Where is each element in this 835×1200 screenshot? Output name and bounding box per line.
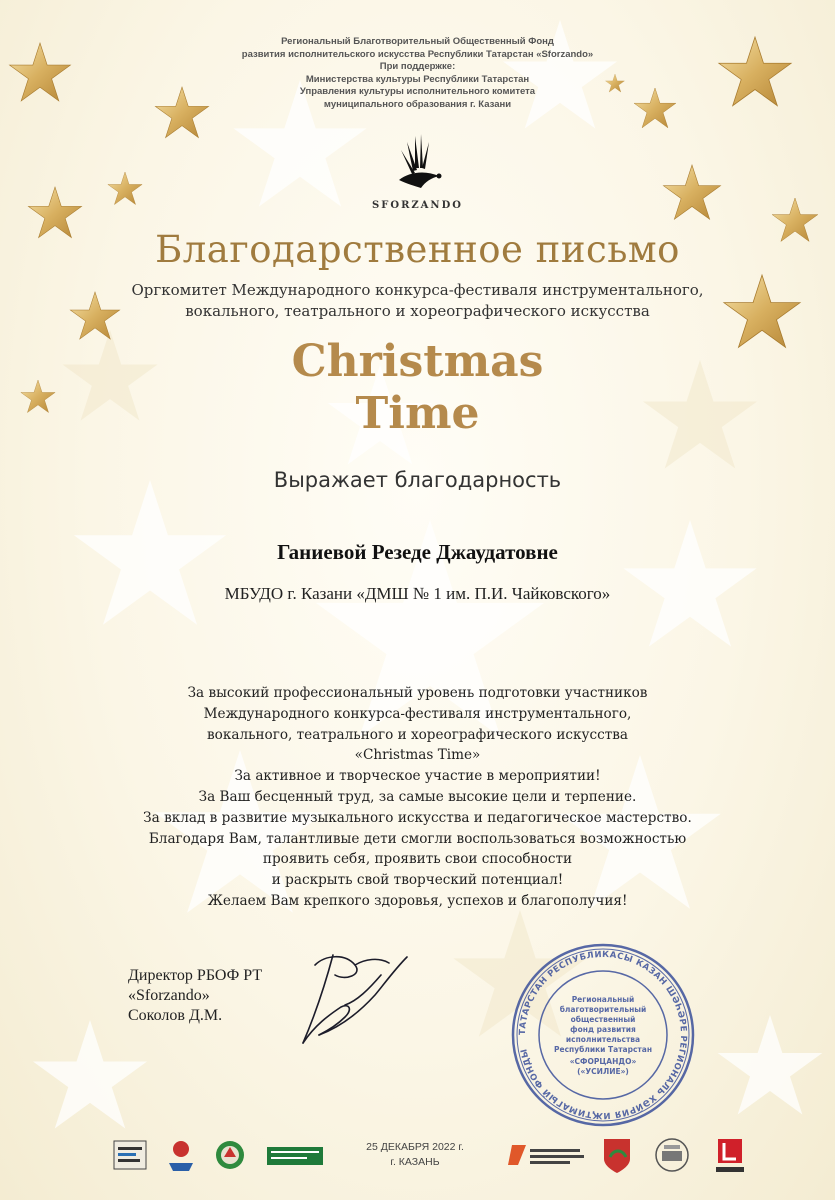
recipient-name: Ганиевой Резеде Джаудатовне xyxy=(277,540,558,564)
header-line: Министерства культуры Республики Татарстан xyxy=(305,73,530,85)
event-name-line2: Time xyxy=(355,388,480,439)
body-line: и раскрыть свой творческий потенциал! xyxy=(271,872,564,889)
header-line: развития исполнительского искусства Республики Татарстан «Sforzando» xyxy=(241,48,594,60)
presidential-grants-logo-icon xyxy=(508,1135,588,1175)
stamp-line: Республики Татарстан xyxy=(553,1045,653,1054)
logo-text: SFORZANDO xyxy=(372,200,463,211)
subtitle-line: Оргкомитет Международного конкурса-фестиваля инструментального, xyxy=(131,281,704,299)
signatory-block xyxy=(128,966,262,1026)
rpgk-logo-icon xyxy=(165,1135,197,1175)
event-name xyxy=(0,336,835,440)
sforzando-bird-logo-icon xyxy=(385,128,449,200)
header-line: При поддержке: xyxy=(379,61,456,72)
stamp-line: («УСИЛИЕ») xyxy=(577,1067,629,1076)
page-title: Благодарственное письмо xyxy=(155,228,680,271)
header-line: Региональный Благотворительный Общественный Фонд xyxy=(281,36,554,47)
event-name-line1: Christmas xyxy=(291,336,544,387)
body-line: Международного конкурса-фестиваля инструментального, xyxy=(203,705,632,722)
official-seal-icon xyxy=(508,940,698,1130)
stamp-line: благотворительный xyxy=(559,1005,647,1014)
date-line: 25 ДЕКАБРЯ 2022 г. xyxy=(366,1141,464,1153)
body-line: вокального, театрального и хореографического искусства xyxy=(207,726,628,743)
city-line: г. КАЗАНЬ xyxy=(390,1156,440,1168)
signatory-line: Директор РБОФ РТ xyxy=(128,967,263,984)
body-line: За вклад в развитие музыкального искусства и педагогическое мастерство. xyxy=(143,809,692,826)
subtitle xyxy=(0,280,835,322)
organizer-header xyxy=(0,36,835,111)
stamp-line: Региональный xyxy=(571,995,635,1004)
stamp-line: фонд развития xyxy=(570,1025,636,1034)
signatory-line: «Sforzando» xyxy=(128,987,210,1004)
body-line: «Christmas Time» xyxy=(354,747,481,764)
header-line: Управления культуры исполнительного комитета xyxy=(299,86,536,97)
stamp-line: исполнительства xyxy=(565,1035,641,1044)
handwritten-signature xyxy=(285,945,415,1065)
body-line: За Ваш бесценный труд, за самые высокие цели и терпение. xyxy=(198,788,637,805)
body-line: Желаем Вам крепкого здоровья, успехов и благополучия! xyxy=(207,892,628,909)
culture-emblem-icon xyxy=(650,1135,694,1175)
ministry-logo-icon xyxy=(112,1135,148,1175)
kamal-theatre-logo-icon xyxy=(265,1135,325,1175)
header-line: муниципального образования г. Казани xyxy=(323,98,512,110)
issue-date xyxy=(340,1140,490,1170)
stamp-line: «СФОРЦАНДО» xyxy=(569,1057,637,1066)
stamp-ring-text: ТАТАРСТАН РЕСПУБЛИКАСЫ КАЗАН ШӘҺӘРЕ РЕГИОНАЛЬ ХӘЙРИЯ ИҖТИМАГЫЙ ФОНДЫ xyxy=(517,949,689,1121)
body-line: За высокий профессиональный уровень подготовки участников xyxy=(187,685,648,701)
stamp-line: общественный xyxy=(570,1015,636,1024)
letter-body xyxy=(0,683,835,912)
recipient-organization: МБУДО г. Казани «ДМШ № 1 им. П.И. Чайковского» xyxy=(224,584,611,603)
lukoil-logo-icon xyxy=(714,1135,746,1175)
signatory-line: Соколов Д.М. xyxy=(128,1007,223,1024)
kazan-emblem-icon xyxy=(600,1135,634,1175)
subtitle-line: вокального, театрального и хореографического искусства xyxy=(185,302,650,320)
thanks-heading: Выражает благодарность xyxy=(273,468,562,492)
body-line: проявить себя, проявить свои способности xyxy=(262,851,573,868)
body-line: Благодаря Вам, талантливые дети смогли воспользоваться возможностью xyxy=(148,830,687,847)
body-line: За активное и творческое участие в мероприятии! xyxy=(234,768,601,785)
tatarstan-emblem-icon xyxy=(214,1135,246,1175)
